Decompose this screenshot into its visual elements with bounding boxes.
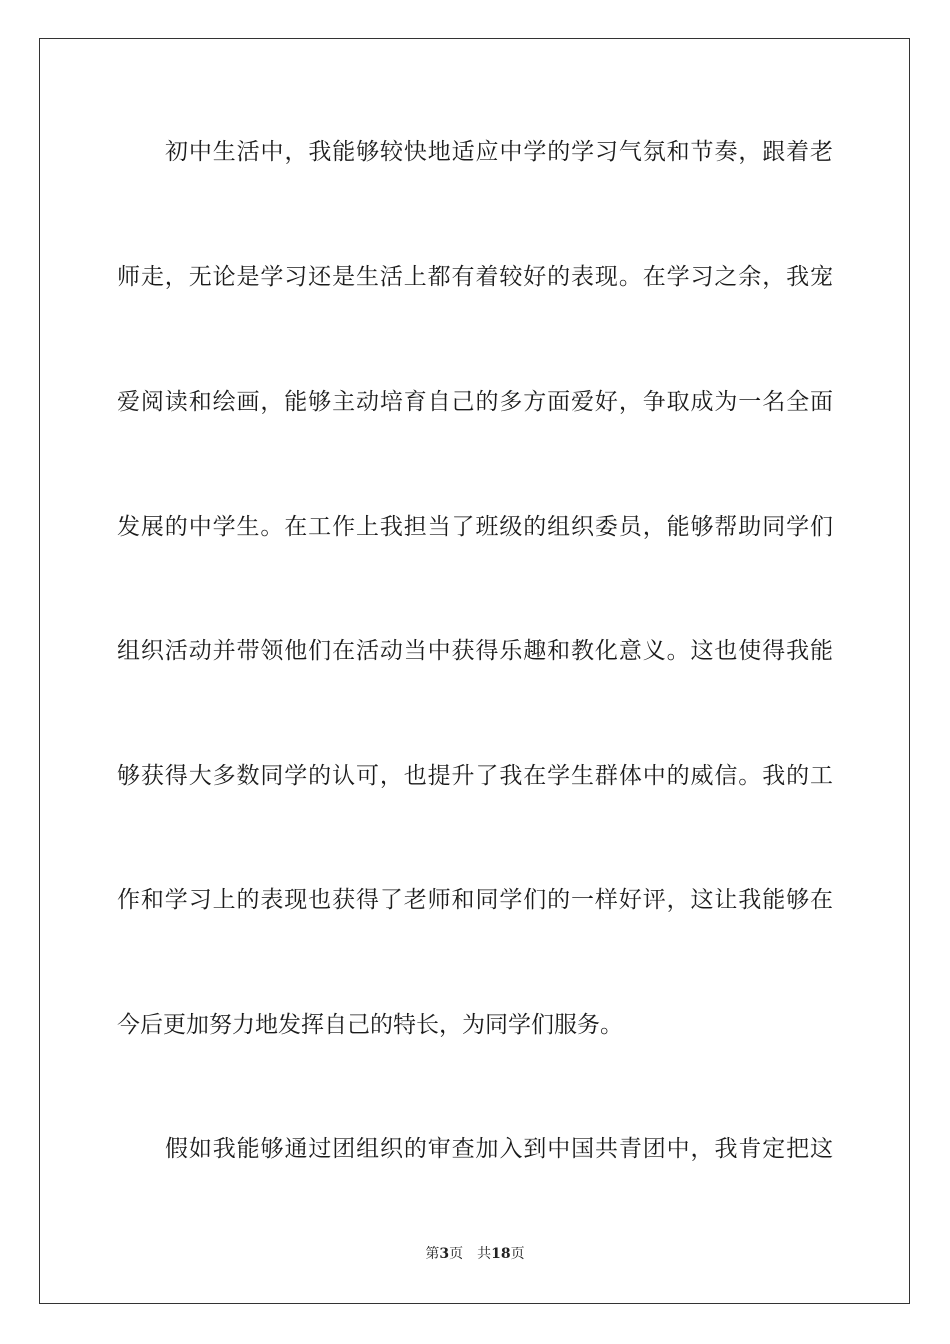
footer-total-suffix: 页 (510, 1246, 525, 1262)
paragraph-1-line-5: 组织活动并带领他们在活动当中获得乐趣和教化意义。这也使得我能 (117, 638, 833, 664)
footer-page-number: 3 (439, 1246, 450, 1262)
paragraph-1-line-7: 作和学习上的表现也获得了老师和同学们的一样好评，这让我能够在 (117, 887, 833, 913)
footer-page-suffix: 页 (449, 1246, 464, 1262)
paragraph-1-line-8: 今后更加努力地发挥自己的特长，为同学们服务。 (117, 1012, 623, 1038)
page-footer (0, 1245, 950, 1263)
footer-total-number: 18 (491, 1246, 511, 1262)
footer-page-prefix: 第 (425, 1246, 440, 1262)
paragraph-1-line-6: 够获得大多数同学的认可，也提升了我在学生群体中的威信。我的工 (117, 763, 833, 789)
footer-total-prefix: 共 (477, 1246, 492, 1262)
paragraph-1-line-4: 发展的中学生。在工作上我担当了班级的组织委员，能够帮助同学们 (117, 514, 833, 540)
paragraph-1-line-1: 初中生活中，我能够较快地适应中学的学习气氛和节奏，跟着老 (165, 139, 833, 165)
paragraph-1-line-2: 师走，无论是学习还是生活上都有着较好的表现。在学习之余，我宠 (117, 264, 833, 290)
paragraph-2-line-1: 假如我能够通过团组织的审查加入到中国共青团中，我肯定把这 (165, 1136, 833, 1162)
paragraph-1-line-3: 爱阅读和绘画，能够主动培育自己的多方面爱好，争取成为一名全面 (117, 389, 833, 415)
page-border (39, 38, 910, 1304)
